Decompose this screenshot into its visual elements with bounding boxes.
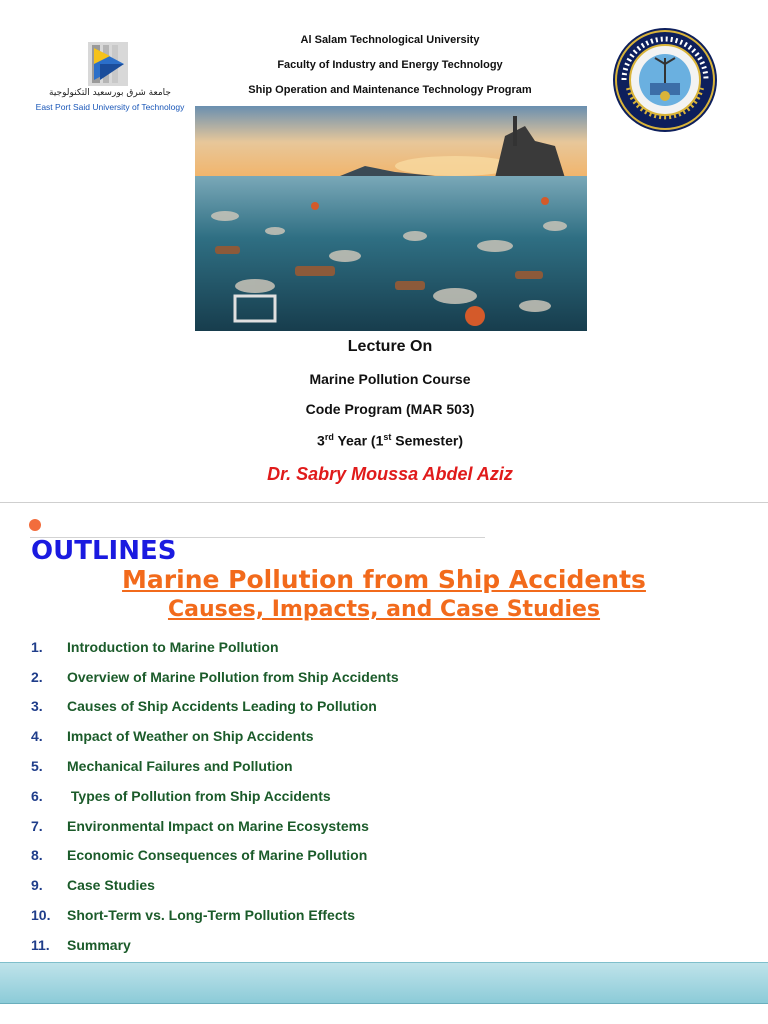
outline-item-number: 11.: [31, 936, 50, 953]
outline-item-number: 7.: [31, 817, 43, 834]
outline-item: [31, 870, 731, 900]
epsut-logo-icon: [88, 42, 128, 86]
outline-item-number: 6.: [31, 787, 43, 804]
outline-item-number: 5.: [31, 758, 43, 775]
course-name: Marine Pollution Course: [309, 371, 471, 387]
outline-list: [31, 632, 731, 960]
outline-item: [31, 632, 731, 662]
author-name: Dr. Sabry Moussa Abdel Aziz: [267, 464, 513, 484]
outline-item-label: Environmental Impact on Marine Ecosystems: [67, 817, 369, 834]
bullet-dot-icon: [29, 519, 41, 531]
outline-item-number: 8.: [31, 847, 43, 864]
outline-item: [31, 841, 731, 871]
outline-item: [31, 900, 731, 930]
logo-english-name: East Port Said University of Technology: [35, 102, 185, 112]
outline-item-number: 1.: [31, 638, 43, 655]
outline-item: [31, 662, 731, 692]
lecture-on-label: Lecture On: [347, 338, 433, 355]
outline-item-number: 9.: [31, 877, 43, 894]
program-name: Ship Operation and Maintenance Technology Program: [248, 84, 532, 96]
outline-item-label: Overview of Marine Pollution from Ship Accidents: [67, 668, 399, 685]
outline-subtitle: Causes, Impacts, and Case Studies: [167, 597, 601, 622]
faculty-name: Faculty of Industry and Energy Technology: [277, 59, 503, 71]
logo-arabic-name: جامعة شرق بورسعيد التكنولوجية: [49, 88, 171, 98]
outline-item-number: 3.: [31, 698, 43, 715]
outline-item-label: Summary: [67, 936, 131, 953]
outline-item: [31, 721, 731, 751]
footer-bar: [0, 962, 768, 1004]
university-name: Al Salam Technological University: [300, 34, 480, 46]
marine-pollution-photo: [195, 106, 587, 331]
outline-item: [31, 692, 731, 722]
faculty-seal-icon: [610, 28, 720, 132]
outline-item: [31, 930, 731, 960]
outline-item: [31, 811, 731, 841]
outline-item-label: Introduction to Marine Pollution: [67, 638, 279, 655]
outline-item-label: Short-Term vs. Long-Term Pollution Effects: [67, 907, 356, 924]
section-divider: [0, 502, 768, 503]
university-logo-left: [30, 38, 190, 118]
year-semester: 3rd Year (1st Semester): [317, 432, 463, 449]
outline-item-label: Causes of Ship Accidents Leading to Pollution: [67, 698, 377, 715]
outline-title: Marine Pollution from Ship Accidents: [122, 565, 646, 594]
outline-item-number: 4.: [31, 728, 43, 745]
outline-item-label: Impact of Weather on Ship Accidents: [67, 728, 314, 745]
outline-item-number: 10.: [31, 907, 51, 924]
outline-item-label: Mechanical Failures and Pollution: [67, 758, 293, 775]
outline-item: [31, 781, 731, 811]
course-code: Code Program (MAR 503): [305, 401, 475, 417]
outline-item-label: Economic Consequences of Marine Pollution: [67, 847, 368, 864]
outlines-heading: OUTLINES: [31, 536, 177, 566]
outline-item-label: Case Studies: [67, 877, 155, 894]
outline-item-label: Types of Pollution from Ship Accidents: [67, 787, 331, 804]
outline-item-number: 2.: [31, 668, 43, 685]
outline-item: [31, 751, 731, 781]
